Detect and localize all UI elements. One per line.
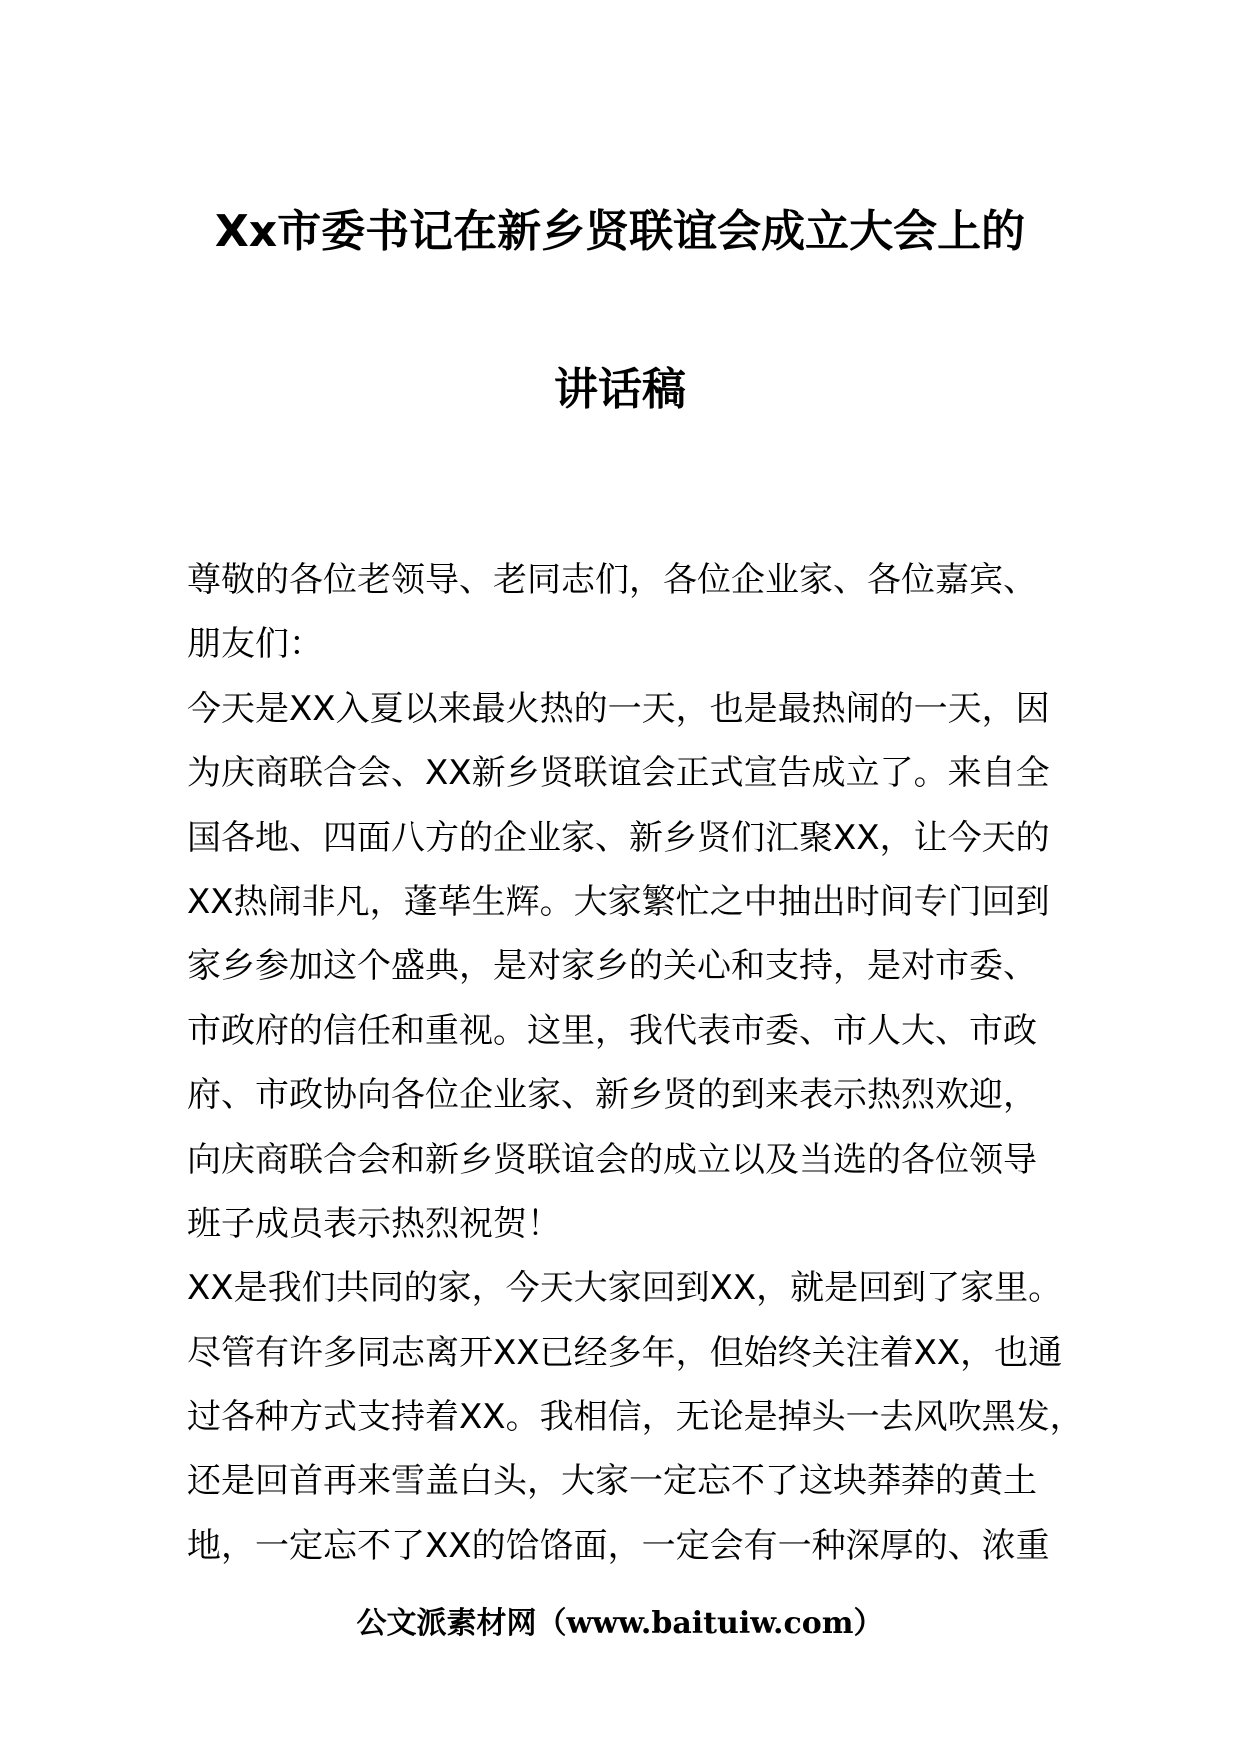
- document-body: [187, 548, 1087, 1578]
- body-line: XX是我们共同的家，今天大家回到XX，就是回到了家里。: [187, 1268, 1063, 1309]
- footer-source: 公文派素材网（www.baituiw.com）: [356, 1606, 884, 1641]
- body-line: 家乡参加这个盛典，是对家乡的关心和支持，是对市委、: [187, 946, 1037, 987]
- body-line: XX热闹非凡，蓬荜生辉。大家繁忙之中抽出时间专门回到: [187, 881, 1050, 922]
- body-line: 府、市政协向各位企业家、新乡贤的到来表示热烈欢迎，: [187, 1075, 1037, 1116]
- document-title-line-2: 讲话稿: [554, 364, 686, 415]
- body-line: 还是回首再来雪盖白头，大家一定忘不了这块莽莽的黄土: [187, 1461, 1037, 1502]
- body-line: 地，一定忘不了XX的饸饹面，一定会有一种深厚的、浓重: [187, 1525, 1050, 1566]
- body-line: 班子成员表示热烈祝贺！: [187, 1203, 561, 1244]
- body-line: 尽管有许多同志离开XX已经多年，但始终关注着XX，也通: [187, 1332, 1063, 1373]
- body-line: 向庆商联合会和新乡贤联谊会的成立以及当选的各位领导: [187, 1139, 1037, 1180]
- body-line: 尊敬的各位老领导、老同志们，各位企业家、各位嘉宾、: [187, 560, 1037, 600]
- body-line: 今天是XX入夏以来最火热的一天，也是最热闹的一天，因: [187, 688, 1050, 729]
- body-line: 国各地、四面八方的企业家、新乡贤们汇聚XX，让今天的: [187, 817, 1050, 858]
- body-line: 过各种方式支持着XX。我相信，无论是掉头一去风吹黑发，: [187, 1397, 1084, 1438]
- document-title-line-1: Xx市委书记在新乡贤联谊会成立大会上的: [214, 206, 1026, 257]
- body-line: 为庆商联合会、XX新乡贤联谊会正式宣告成立了。来自全: [187, 753, 1050, 794]
- body-line: 朋友们：: [187, 624, 323, 665]
- body-line: 市政府的信任和重视。这里，我代表市委、市人大、市政: [187, 1010, 1037, 1051]
